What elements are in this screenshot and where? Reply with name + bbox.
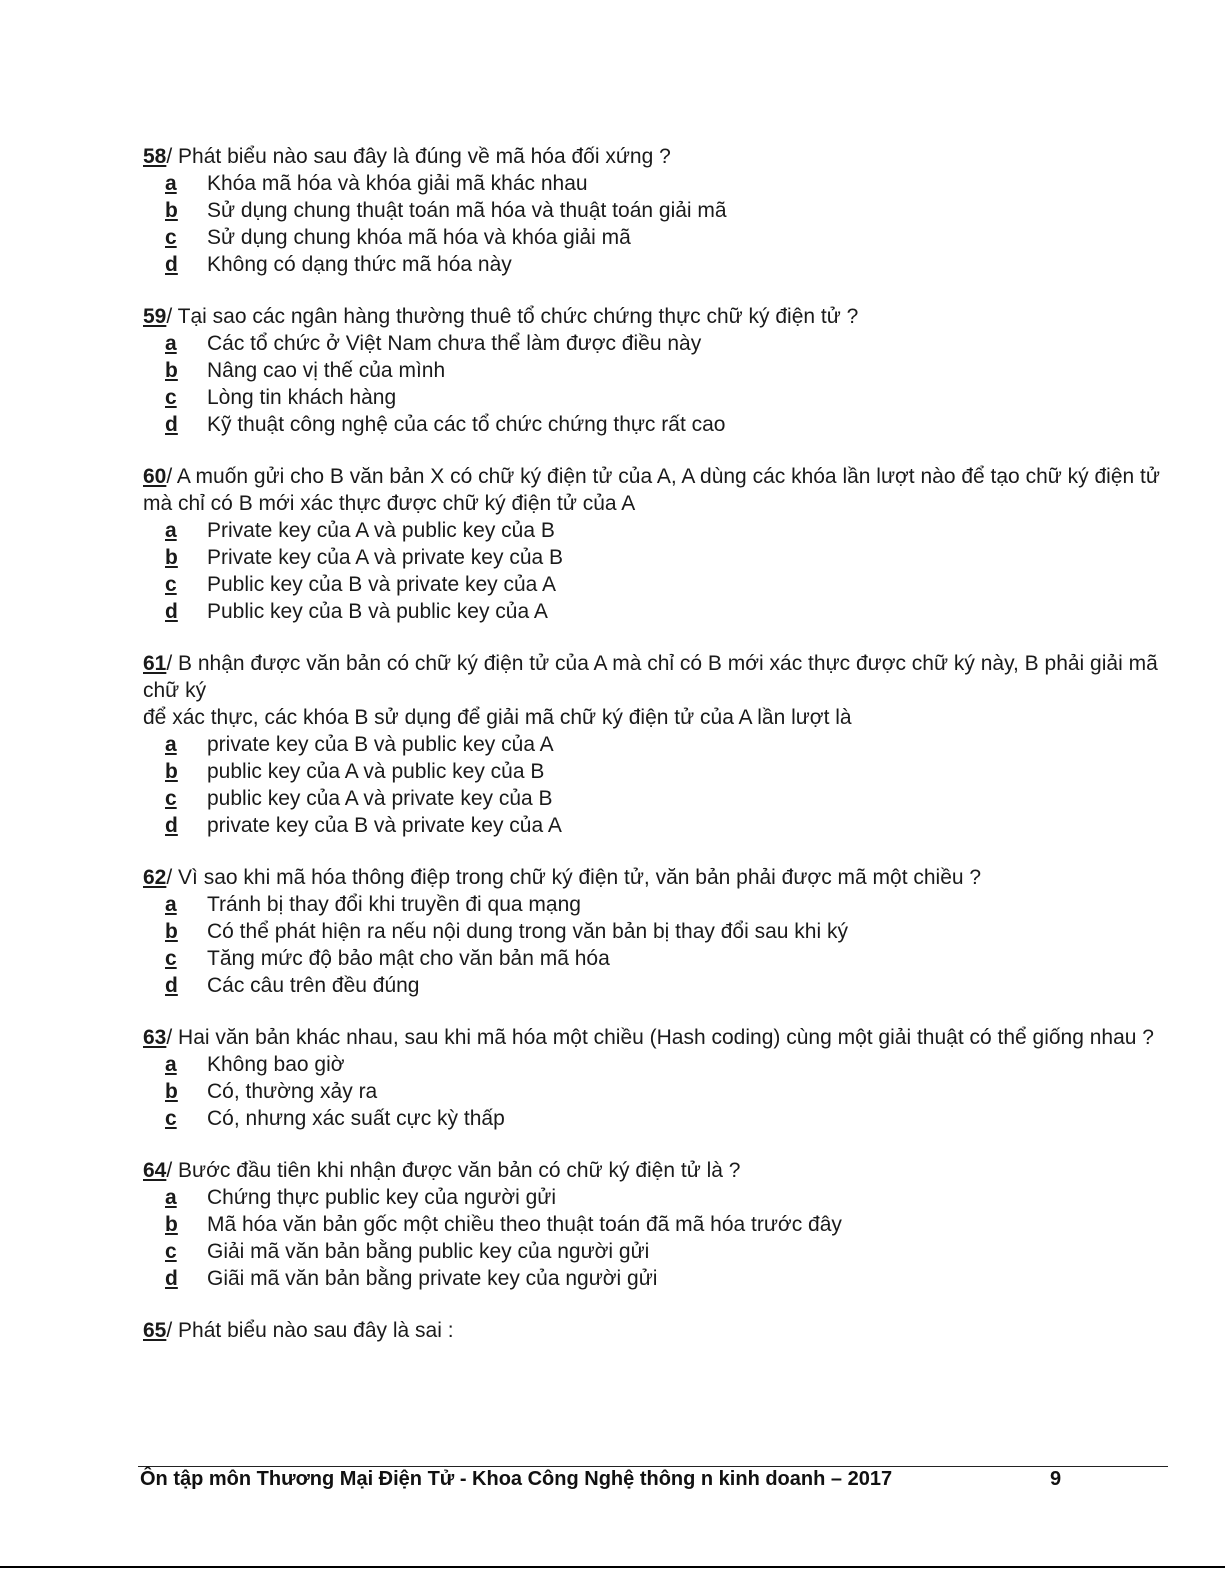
option-text: Không bao giờ — [207, 1053, 345, 1076]
question-text: / B nhận được văn bản có chữ ký điện tử của A mà chỉ có B mới xác thực được chữ ký này, B phải giải mã chữ ký — [143, 652, 1158, 702]
question-number: 58 — [143, 145, 167, 168]
question-stem — [143, 1317, 1163, 1344]
option-letter: d — [165, 1267, 178, 1290]
option-letter: d — [165, 413, 178, 436]
question-64 — [143, 1157, 1163, 1292]
option-letter: a — [165, 172, 177, 195]
option-b — [143, 197, 1163, 224]
question-60 — [143, 463, 1163, 625]
option-text: Lòng tin khách hàng — [207, 386, 397, 409]
question-number: 59 — [143, 305, 167, 328]
option-text: Các tổ chức ở Việt Nam chưa thể làm được điều này — [207, 332, 702, 355]
question-stem-continued: mà chỉ có B mới xác thực được chữ ký điện tử của A — [143, 492, 636, 515]
option-letter: a — [165, 1053, 177, 1076]
option-d — [143, 251, 1163, 278]
option-letter: d — [165, 974, 178, 997]
option-text: Private key của A và private key của B — [207, 546, 564, 569]
option-b — [143, 544, 1163, 571]
option-text: Chứng thực public key của người gửi — [207, 1186, 557, 1209]
option-b — [143, 357, 1163, 384]
question-58 — [143, 143, 1163, 278]
question-text: / A muốn gửi cho B văn bản X có chữ ký điện tử của A, A dùng các khóa lần lượt nào để tạo chữ ký điện tử — [166, 465, 1160, 488]
option-c — [143, 1238, 1163, 1265]
question-stem-continued: để xác thực, các khóa B sử dụng để giải mã chữ ký điện tử của A lần lượt là — [143, 706, 852, 729]
question-61 — [143, 650, 1163, 839]
option-c — [143, 1105, 1163, 1132]
question-text: / Vì sao khi mã hóa thông điệp trong chữ ký điện tử, văn bản phải được mã một chiều ? — [166, 866, 982, 889]
option-letter: b — [165, 760, 178, 783]
option-a — [143, 170, 1163, 197]
question-stem — [143, 1024, 1163, 1051]
option-letter: a — [165, 893, 177, 916]
question-text: / Phát biểu nào sau đây là đúng về mã hóa đối xứng ? — [166, 145, 671, 168]
option-text: public key của A và public key của B — [207, 760, 545, 783]
option-letter: c — [165, 1107, 177, 1130]
option-text: Có thể phát hiện ra nếu nội dung trong văn bản bị thay đổi sau khi ký — [207, 920, 848, 943]
option-text: public key của A và private key của B — [207, 787, 553, 810]
option-a — [143, 1184, 1163, 1211]
option-text: Public key của B và public key của A — [207, 600, 548, 623]
option-d — [143, 972, 1163, 999]
option-b — [143, 758, 1163, 785]
footer-divider — [138, 1466, 1168, 1467]
page-bottom-border — [0, 1566, 1225, 1568]
question-stem — [143, 463, 1163, 490]
question-65 — [143, 1317, 1163, 1344]
option-letter: b — [165, 199, 178, 222]
question-number: 64 — [143, 1159, 167, 1182]
option-d — [143, 1265, 1163, 1292]
option-c — [143, 571, 1163, 598]
question-text: / Bước đầu tiên khi nhận được văn bản có chữ ký điện tử là ? — [166, 1159, 741, 1182]
option-b — [143, 1078, 1163, 1105]
option-letter: c — [165, 386, 177, 409]
option-text: Giải mã văn bản bằng public key của người gửi — [207, 1240, 650, 1263]
option-text: Tránh bị thay đổi khi truyền đi qua mạng — [207, 893, 581, 916]
option-letter: d — [165, 253, 178, 276]
question-text: / Phát biểu nào sau đây là sai : — [166, 1319, 454, 1342]
option-d — [143, 598, 1163, 625]
option-b — [143, 918, 1163, 945]
option-letter: c — [165, 787, 177, 810]
option-text: Public key của B và private key của A — [207, 573, 557, 596]
option-text: Mã hóa văn bản gốc một chiều theo thuật toán đã mã hóa trước đây — [207, 1213, 842, 1236]
page-number: 9 — [1050, 1468, 1062, 1490]
option-letter: b — [165, 1080, 178, 1103]
option-text: Private key của A và public key của B — [207, 519, 555, 542]
option-letter: c — [165, 573, 177, 596]
option-letter: b — [165, 359, 178, 382]
question-stem — [143, 864, 1163, 891]
question-number: 60 — [143, 465, 167, 488]
option-c — [143, 785, 1163, 812]
option-a — [143, 330, 1163, 357]
question-number: 63 — [143, 1026, 167, 1049]
option-letter: a — [165, 519, 177, 542]
option-text: Kỹ thuật công nghệ của các tổ chức chứng thực rất cao — [207, 413, 726, 436]
option-a — [143, 891, 1163, 918]
option-text: Sử dụng chung thuật toán mã hóa và thuật toán giải mã — [207, 199, 727, 222]
question-63 — [143, 1024, 1163, 1132]
document-body — [143, 143, 1163, 1369]
question-text: / Tại sao các ngân hàng thường thuê tổ chức chứng thực chữ ký điện tử ? — [166, 305, 859, 328]
option-letter: c — [165, 947, 177, 970]
option-letter: b — [165, 1213, 178, 1236]
option-a — [143, 1051, 1163, 1078]
question-stem — [143, 303, 1163, 330]
option-text: private key của B và private key của A — [207, 814, 562, 837]
option-letter: b — [165, 920, 178, 943]
question-62 — [143, 864, 1163, 999]
option-text: Không có dạng thức mã hóa này — [207, 253, 512, 276]
question-stem — [143, 1157, 1163, 1184]
question-stem — [143, 650, 1163, 704]
option-letter: a — [165, 332, 177, 355]
option-text: Có, nhưng xác suất cực kỳ thấp — [207, 1107, 505, 1130]
option-text: Khóa mã hóa và khóa giải mã khác nhau — [207, 172, 588, 195]
option-letter: c — [165, 1240, 177, 1263]
option-a — [143, 731, 1163, 758]
option-a — [143, 517, 1163, 544]
footer-title: Ôn tập môn Thương Mại Điện Tử - Khoa Công Nghệ thông n kinh doanh – 2017 — [140, 1468, 893, 1490]
option-c — [143, 384, 1163, 411]
question-number: 62 — [143, 866, 167, 889]
option-text: Nâng cao vị thế của mình — [207, 359, 446, 382]
question-text: / Hai văn bản khác nhau, sau khi mã hóa một chiều (Hash coding) cùng một giải thuật có thể giống nhau ? — [166, 1026, 1154, 1049]
option-text: Có, thường xảy ra — [207, 1080, 378, 1103]
option-d — [143, 812, 1163, 839]
option-c — [143, 224, 1163, 251]
question-59 — [143, 303, 1163, 438]
option-text: Sử dụng chung khóa mã hóa và khóa giải mã — [207, 226, 631, 249]
option-text: Tăng mức độ bảo mật cho văn bản mã hóa — [207, 947, 610, 970]
option-d — [143, 411, 1163, 438]
option-letter: d — [165, 814, 178, 837]
option-letter: a — [165, 733, 177, 756]
question-number: 65 — [143, 1319, 167, 1342]
option-text: Các câu trên đều đúng — [207, 974, 420, 997]
option-letter: d — [165, 600, 178, 623]
question-stem — [143, 143, 1163, 170]
option-letter: a — [165, 1186, 177, 1209]
option-b — [143, 1211, 1163, 1238]
question-number: 61 — [143, 652, 167, 675]
option-letter: c — [165, 226, 177, 249]
option-c — [143, 945, 1163, 972]
option-text: Giãi mã văn bản bằng private key của người gửi — [207, 1267, 658, 1290]
option-text: private key của B và public key của A — [207, 733, 554, 756]
option-letter: b — [165, 546, 178, 569]
